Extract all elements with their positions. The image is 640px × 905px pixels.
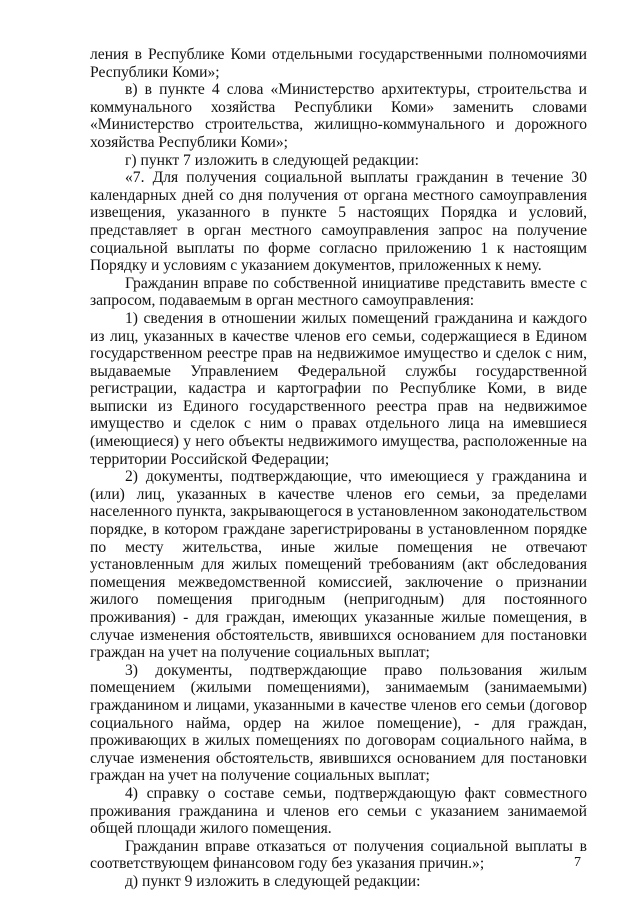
paragraph-list-item-4: 4) справку о составе семьи, подтверждающую факт совместного проживания гражданина и членов его семьи с указанием занимаемой общей площади жилого помещения.	[90, 784, 587, 838]
paragraph-list-item-2: 2) документы, подтверждающие, что имеющиеся у гражданина и (или) лиц, указанных в качестве членов его семьи, за пределами населенного пункта, закрывающегося в установленном законодательством порядке, в котором граждане зарегистрированы в установленном порядке по месту жительства, иные жилые помещения не отвечают установленным для жилых помещений требованиям (акт обследования помещения межведомственной комиссией, заключение о признании жилого помещения пригодным (непригодным) для постоянного проживания) - для граждан, имеющих указанные жилые помещения, в случае изменения обстоятельств, явившихся основанием для постановки граждан на учет на получение социальных выплат;	[90, 468, 587, 662]
paragraph-list-item-1: 1) сведения в отношении жилых помещений гражданина и каждого из лиц, указанных в качестве членов его семьи, содержащиеся в Едином государственном реестре прав на недвижимое имущество и сделок с ним, выдаваемые Управлением Федеральной службы государственной регистрации, кадастра и картографии по Республике Коми, в виде выписки из Единого государственного реестра прав на недвижимое имущество и сделок с ним о правах отдельного лица на имевшиеся (имеющиеся) у него объекты недвижимого имущества, расположенные на территории Российской Федерации;	[90, 309, 587, 468]
paragraph-refusal-right: Гражданин вправе отказаться от получения социальной выплаты в соответствующем финансовом году без указания причин.»;	[90, 837, 587, 873]
page-number: 7	[574, 855, 581, 870]
document-body	[90, 46, 587, 891]
paragraph-citizen-right: Гражданин вправе по собственной инициативе представить вместе с запросом, подаваемым в орган местного самоуправления:	[90, 274, 587, 310]
paragraph-list-item-3: 3) документы, подтверждающие право пользования жилым помещением (жилыми помещениями), занимаемым (занимаемыми) гражданином и лицами, указанными в качестве членов его семьи (договор социального найма, ордер на жилое помещение), - для граждан, проживающих в жилых помещениях по договорам социального найма, в случае изменения обстоятельств, явившихся основанием для постановки граждан на учет на получение социальных выплат;	[90, 661, 587, 785]
paragraph-item-v: в) в пункте 4 слова «Министерство архитектуры, строительства и коммунального хозяйства Республики Коми» заменить словами «Министерство строительства, жилищно-коммунального и дорожного хозяйства Республики Коми»;	[90, 81, 587, 151]
paragraph-item-g: г) пункт 7 изложить в следующей редакции:	[125, 151, 419, 169]
paragraph-item-d: д) пункт 9 изложить в следующей редакции:	[125, 872, 421, 890]
paragraph-continuation: ления в Республике Коми отдельными государственными полномочиями Республики Коми»;	[90, 46, 587, 81]
paragraph-clause-7: «7. Для получения социальной выплаты гражданин в течение 30 календарных дней со дня получения от органа местного самоуправления извещения, указанного в пункте 5 настоящих Порядка и условий, представляет в орган местного самоуправления запрос на получение социальной выплаты по форме согласно приложению 1 к настоящим Порядку и условиям с указанием документов, приложенных к нему.	[90, 169, 587, 275]
